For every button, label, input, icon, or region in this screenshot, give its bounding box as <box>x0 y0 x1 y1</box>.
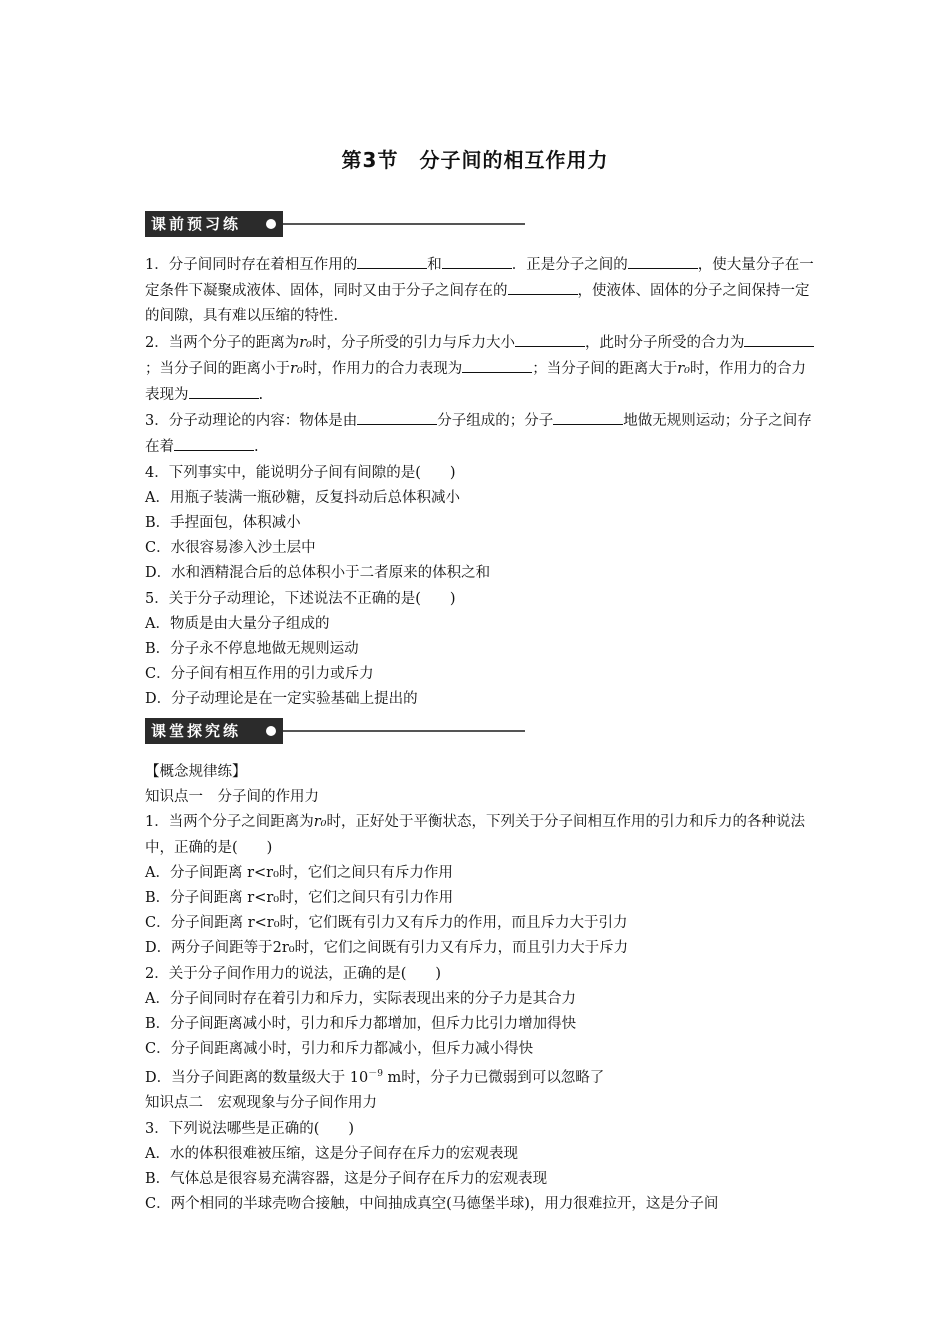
option-a: A．水的体积很难被压缩，这是分子间存在斥力的宏观表现 <box>145 1145 518 1162</box>
answer-blank <box>553 408 623 425</box>
option-b: B．分子间距离减小时，引力和斥力都增加，但斥力比引力增加得快 <box>145 1016 577 1033</box>
answer-blank <box>462 356 532 373</box>
option-b: B．手捏面包，体积减小 <box>145 515 301 532</box>
option-d: D．分子动理论是在一定实验基础上提出的 <box>145 691 418 708</box>
option-d: D．水和酒精混合后的总体积小于二者原来的体积之和 <box>145 565 491 582</box>
answer-blank <box>628 252 698 269</box>
answer-blank <box>442 252 512 269</box>
option-b: B．气体总是很容易充满容器，这是分子间存在斥力的宏观表现 <box>145 1171 548 1188</box>
subsection-heading: 【概念规律练】 <box>145 764 247 780</box>
option-d: D．当分子间距离的数量级大于 $10^{-9}$ m时，分子力已微弱到可以忽略了 <box>145 1069 605 1087</box>
option-a: A．物质是由大量分子组成的 <box>145 615 330 632</box>
knowledge-point-1: 知识点一 分子间的作用力 <box>145 789 319 806</box>
bullet-dot-icon <box>266 219 276 229</box>
option-c: C．分子间有相互作用的引力或斥力 <box>145 666 374 683</box>
question-5-stem: 5．关于分子动理论，下述说法不正确的是( ) <box>145 590 456 607</box>
option-a: A．分子间距离 r<r₀时，它们之间只有斥力作用 <box>145 864 453 881</box>
preview-questions <box>145 252 815 713</box>
option-d: D．两分子间距等于2r₀时，它们之间既有引力又有斥力，而且引力大于斥力 <box>145 940 629 957</box>
answer-blank <box>357 408 437 425</box>
section-header-classroom <box>145 718 525 744</box>
bullet-dot-icon <box>266 726 276 736</box>
section-label: 课堂探究练 <box>145 718 283 744</box>
option-a: A．用瓶子装满一瓶砂糖，反复抖动后总体积减小 <box>145 489 460 506</box>
question-3-stem: 3．下列说法哪些是正确的( ) <box>145 1120 355 1137</box>
question-2-stem: 2．关于分子间作用力的说法，正确的是( ) <box>145 965 442 982</box>
option-c: C．分子间距离 r<r₀时，它们既有引力又有斥力的作用，而且斥力大于引力 <box>145 915 628 932</box>
knowledge-point-2: 知识点二 宏观现象与分子间作用力 <box>145 1095 377 1112</box>
answer-blank <box>744 330 814 347</box>
section-header-preview <box>145 211 525 237</box>
option-c: C．两个相同的半球壳吻合接触，中间抽成真空(马德堡半球)，用力很难拉开，这是分子间 <box>145 1196 719 1213</box>
classroom-questions <box>145 760 815 1217</box>
answer-blank <box>508 278 578 295</box>
question-2: 2．当两个分子的距离为r₀时，分子所受的引力与斥力大小 ，此时分子所受的合力为；当分子间的距离小于r₀时，作用力的合力表现为 ；当分子间的距离大于r₀时，作用力的合力表现为 . <box>145 330 815 409</box>
answer-blank <box>174 434 254 451</box>
answer-blank <box>357 252 427 269</box>
option-c: C．分子间距离减小时，引力和斥力都减小，但斥力减小得快 <box>145 1041 534 1058</box>
question-3: 3．分子动理论的内容：物体是由 分子组成的；分子 地做无规则运动；分子之间存在着 . <box>145 408 815 460</box>
section-label: 课前预习练 <box>145 211 283 237</box>
section-divider <box>283 223 525 225</box>
page-title: 第3节 分子间的相互作用力 <box>341 148 609 172</box>
option-b: B．分子永不停息地做无规则运动 <box>145 641 359 658</box>
option-b: B．分子间距离 r<r₀时，它们之间只有引力作用 <box>145 890 454 907</box>
question-4-stem: 4．下列事实中，能说明分子间有间隙的是( ) <box>145 464 456 481</box>
question-1: 1．当两个分子之间距离为r₀时，正好处于平衡状态，下列关于分子间相互作用的引力和斥力的各种说法中，正确的是( ) <box>145 814 805 856</box>
option-c: C．水很容易渗入沙土层中 <box>145 540 316 557</box>
answer-blank <box>189 382 259 399</box>
question-1: 1．分子间同时存在着相互作用的 和 ．正是分子之间的 ，使大量分子在一定条件下凝聚成液体、固体，同时又由于分子之间存在的 ，使液体、固体的分子之间保持一定的间隙，具有难以压缩的特性. <box>145 252 815 330</box>
answer-blank <box>515 330 585 347</box>
section-divider <box>283 730 525 732</box>
option-a: A．分子间同时存在着引力和斥力，实际表现出来的分子力是其合力 <box>145 990 576 1007</box>
